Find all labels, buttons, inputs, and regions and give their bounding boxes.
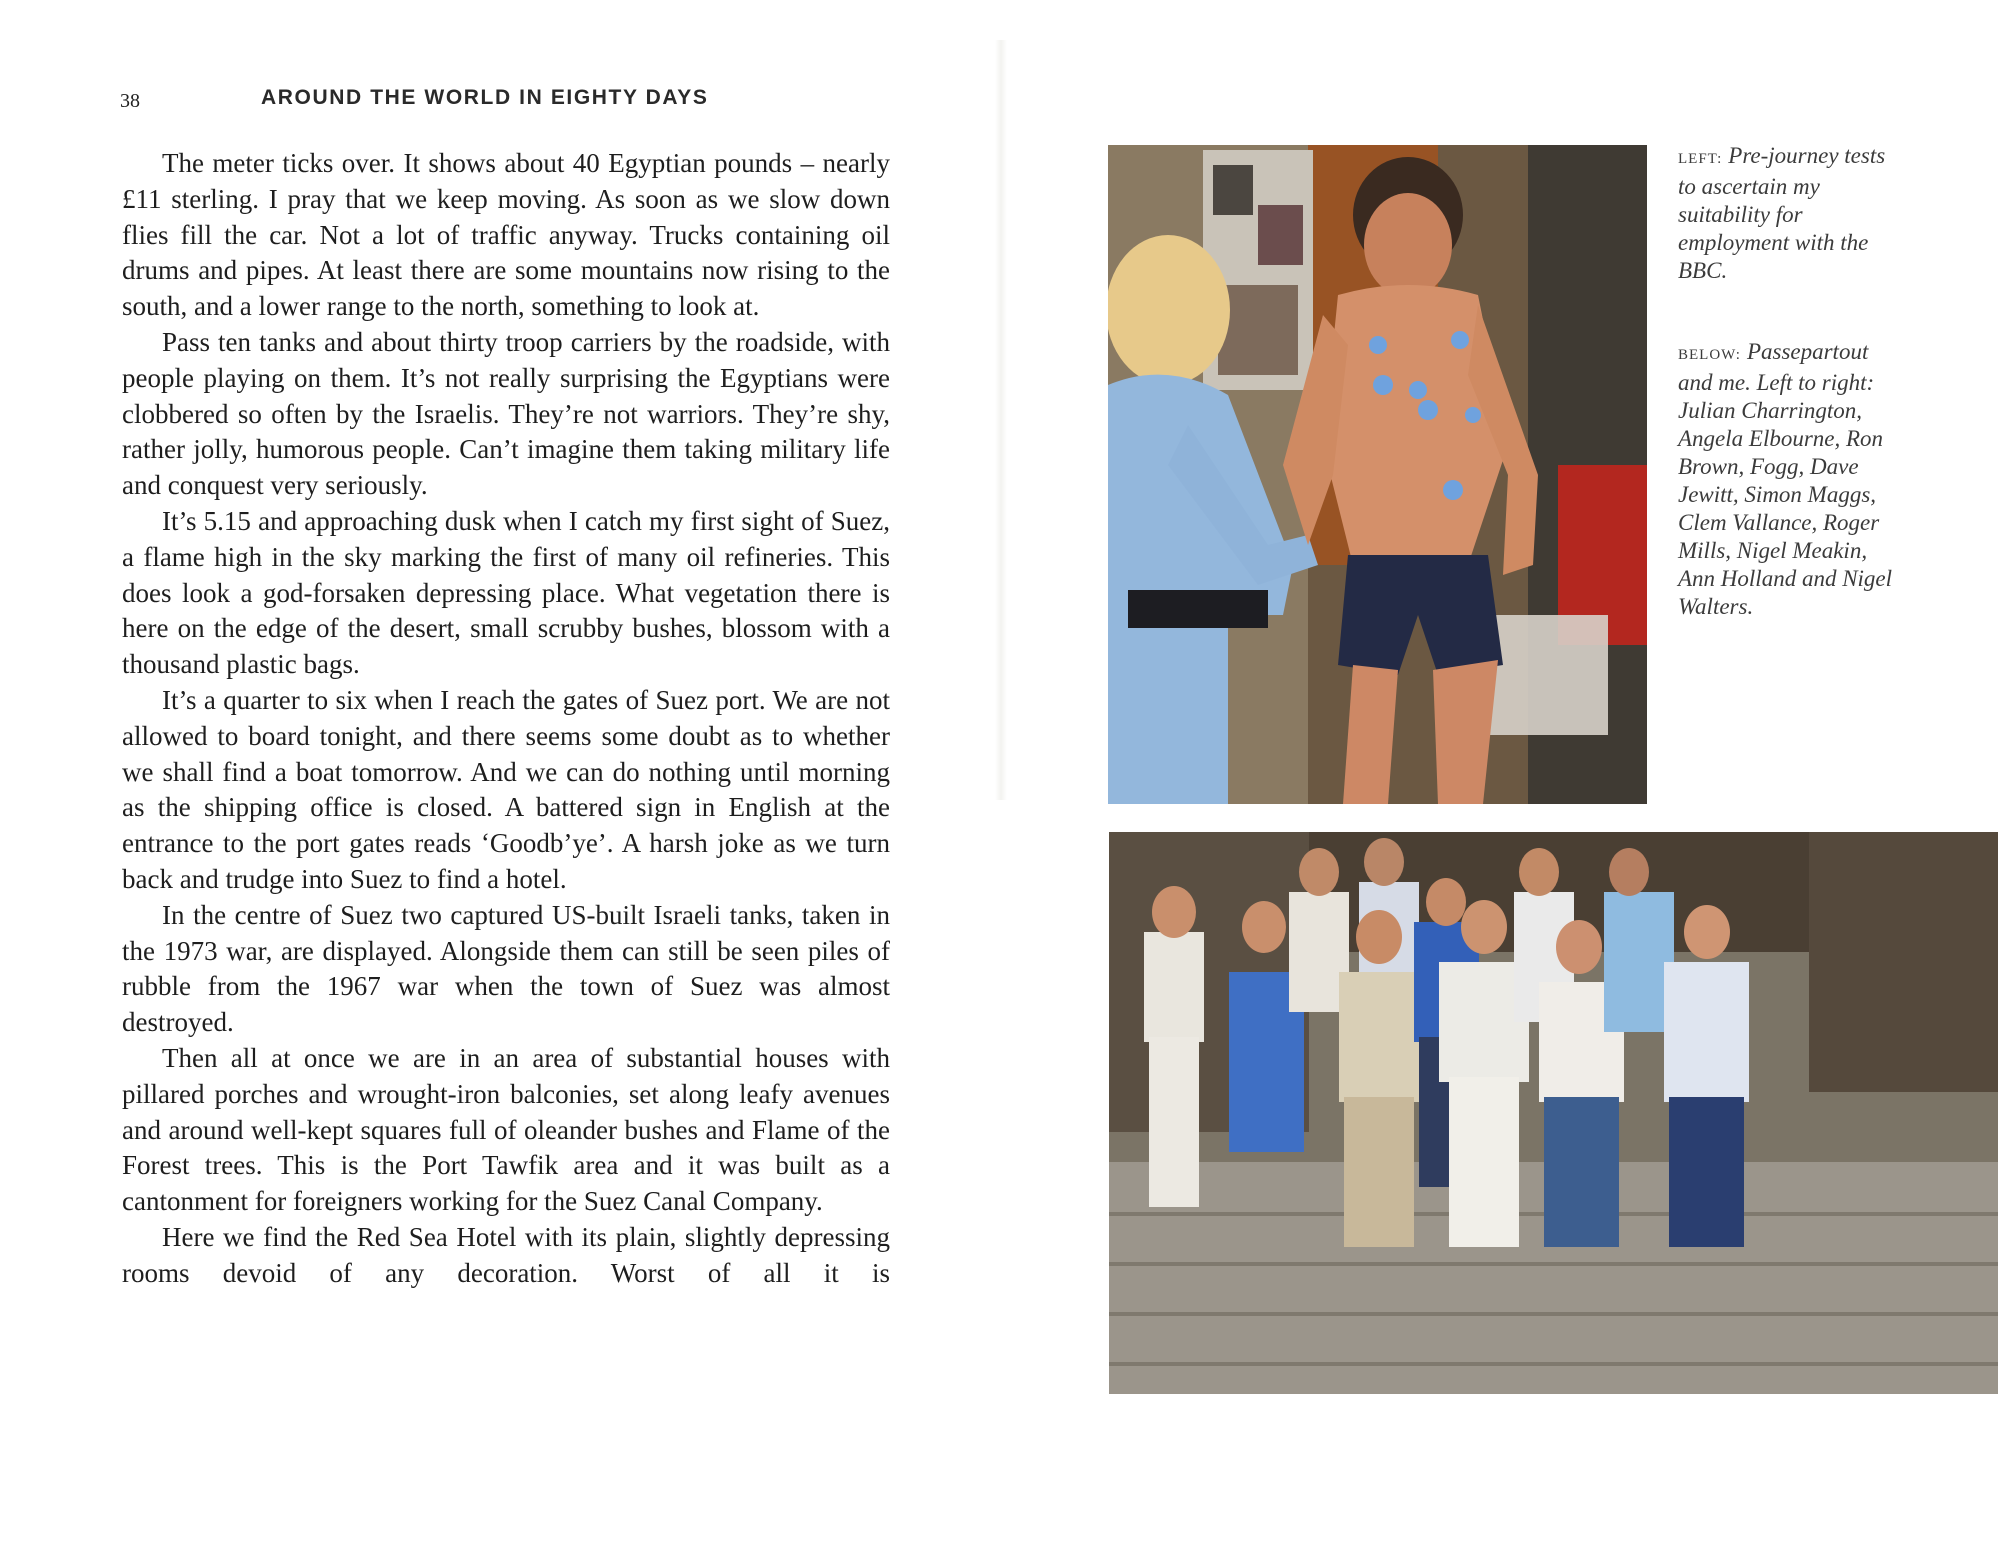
caption-left-text: Pre-journey tests to ascertain my suitability for employment with the BBC. [1678,143,1886,283]
caption-below-text: Passepartout and me. Left to right: Julian Charrington, Angela Elbourne, Ron Brown, Fogg, Dave Jewitt, Simon Maggs, Clem Vallance, Roger Mills, Nigel Meakin, Ann Holland and Nigel Walters. [1678,339,1893,619]
medical-test-photo [1108,145,1647,804]
paragraph: Pass ten tanks and about thirty troop carriers by the roadside, with people playing on them. It’s not really surprising the Egyptians were clobbered so often by the Israelis. They’re not warriors. They’re shy, rather jolly, humorous people. Can’t imagine them taking military life and conquest very seriously. [122,326,890,501]
group-photo [1109,832,1998,1394]
caption-left [1678,142,1908,285]
paragraph: The meter ticks over. It shows about 40 Egyptian pounds – nearly £11 sterling. I pray that we keep moving. As soon as we slow down flies fill the car. Not a lot of traffic anyway. Trucks containing oil drums and pipes. At least there are some mountains now rising to the south, and a lower range to the north, something to look at. [122,148,890,322]
page-gutter [995,40,1007,800]
paragraph: It’s a quarter to six when I reach the gates of Suez port. We are not allowed to board tonight, and there seems some doubt as to whether we shall find a boat tomorrow. And we can do nothing until morning as the shipping office is closed. A battered sign in English at the entrance to the port gates reads ‘Goodb’ye’. A harsh joke as we turn back and trudge into Suez to find a hotel. [122,684,890,894]
caption-left-label: LEFT: [1678,151,1723,167]
paragraph: Then all at once we are in an area of substantial houses with pillared porches and wrought-iron balconies, set along leafy avenues and around well-kept squares full of oleander bushes and Flame of the Forest trees. This is the Port Tawfik area and it was built as a cantonment for foreigners working for the Suez Canal Company. [122,1042,890,1217]
page-number: 38 [120,90,140,112]
paragraph: In the centre of Suez two captured US-built Israeli tanks, taken in the 1973 war, are displayed. Alongside them can still be seen piles of rubble from the 1967 war when the town of Suez was almost destroyed. [122,899,890,1038]
body-text [122,146,890,1292]
paragraph: Here we find the Red Sea Hotel with its plain, slightly depressing rooms devoid of any decoration. Worst of all it is [122,1221,890,1288]
caption-below-label: BELOW: [1678,347,1741,363]
book-title: AROUND THE WORLD IN EIGHTY DAYS [261,86,709,109]
medical-test-illustration [1108,145,1647,804]
running-head [120,86,900,116]
group-illustration [1109,832,1998,1394]
paragraph: It’s 5.15 and approaching dusk when I catch my first sight of Suez, a flame high in the sky marking the first of many oil refineries. This does look a god-forsaken depressing place. What vegetation there is here on the edge of the desert, small scrubby bushes, blossom with a thousand plastic bags. [122,505,890,680]
caption-below [1678,338,1908,621]
